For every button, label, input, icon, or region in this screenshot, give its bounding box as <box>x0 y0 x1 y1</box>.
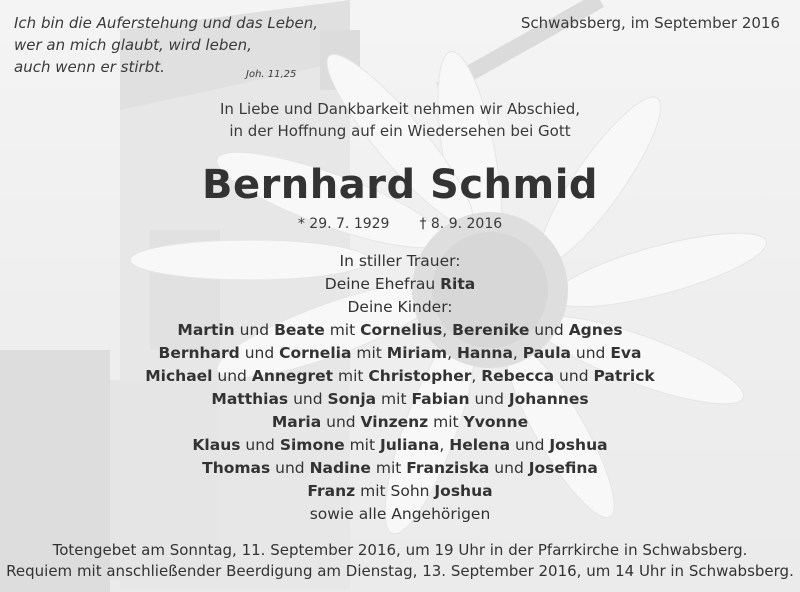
connector-text: mit <box>333 367 369 385</box>
person-name: Juliana <box>379 436 440 454</box>
person-name: Christopher <box>368 367 472 385</box>
connector-text: und <box>288 390 328 408</box>
person-name: Rebecca <box>481 367 555 385</box>
connector-text: und <box>469 390 509 408</box>
person-name: Miriam <box>386 344 448 362</box>
family-line <box>0 411 800 434</box>
connector-text: mit <box>344 436 380 454</box>
connector-text: mit <box>428 413 464 431</box>
spouse-name: Rita <box>440 275 476 293</box>
service-info <box>0 540 800 582</box>
connector-text: mit <box>376 390 412 408</box>
family-line <box>0 457 800 480</box>
connector-text: und <box>234 321 275 339</box>
connector-text: , <box>447 344 457 362</box>
verse-line: Ich bin die Auferstehung und das Leben, <box>14 14 318 32</box>
mourners-list <box>0 250 800 526</box>
person-name: Yvonne <box>463 413 529 431</box>
connector-text: und <box>489 459 529 477</box>
connector-text: und <box>212 367 252 385</box>
family-line <box>0 434 800 457</box>
prayer-info: Totengebet am Sonntag, 11. September 2016, um 19 Uhr in der Pfarrkirche in Schwabsberg. <box>52 541 748 559</box>
person-name: Nadine <box>309 459 371 477</box>
connector-text: , <box>512 344 523 362</box>
person-name: Vinzenz <box>360 413 429 431</box>
person-name: Johannes <box>508 390 589 408</box>
family-line <box>0 365 800 388</box>
person-name: Sonja <box>327 390 377 408</box>
connector-text: mit <box>324 321 361 339</box>
children-label: Deine Kinder: <box>347 298 453 316</box>
person-name: Berenike <box>452 321 530 339</box>
connector-text: , <box>471 367 482 385</box>
person-name: Paula <box>522 344 571 362</box>
mourners-intro: In stiller Trauer: <box>339 252 461 270</box>
person-name: Josefina <box>528 459 598 477</box>
person-name: Joshua <box>434 482 493 500</box>
connector-text: und <box>239 344 280 362</box>
deceased-name: Bernhard Schmid <box>201 162 599 208</box>
person-name: Klaus <box>192 436 241 454</box>
connector-text: und <box>529 321 569 339</box>
person-name: Michael <box>145 367 213 385</box>
verse-line: wer an mich glaubt, wird leben, <box>14 36 252 54</box>
bible-verse <box>14 12 318 78</box>
spouse-prefix: Deine Ehefrau <box>324 275 441 293</box>
life-dates <box>0 216 800 232</box>
connector-text: mit <box>351 344 387 362</box>
connector-text: und <box>321 413 361 431</box>
family-line <box>0 319 800 342</box>
intro-line: in der Hoffnung auf ein Wiedersehen bei Gott <box>229 122 571 140</box>
person-name: Martin <box>177 321 235 339</box>
connector-text: mit Sohn <box>355 482 435 500</box>
person-name: Bernhard <box>158 344 240 362</box>
person-name: Simone <box>279 436 345 454</box>
person-name: Matthias <box>211 390 289 408</box>
family-line <box>0 342 800 365</box>
verse-reference: Joh. 11,25 <box>246 69 297 80</box>
connector-text: und <box>270 459 310 477</box>
family-line <box>0 388 800 411</box>
person-name: Cornelius <box>360 321 443 339</box>
person-name: Maria <box>271 413 322 431</box>
person-name: Franziska <box>406 459 490 477</box>
person-name: Fabian <box>411 390 470 408</box>
intro-line: In Liebe und Dankbarkeit nehmen wir Abschied, <box>219 100 581 118</box>
spouse-line <box>0 273 800 296</box>
family-lines <box>0 319 800 503</box>
person-name: Joshua <box>549 436 608 454</box>
connector-text: und <box>570 344 611 362</box>
person-name: Agnes <box>568 321 623 339</box>
person-name: Franz <box>307 482 356 500</box>
connector-text: und <box>240 436 280 454</box>
verse-line: auch wenn er stirbt. <box>14 58 165 76</box>
connector-text: , <box>442 321 453 339</box>
person-name: Thomas <box>202 459 271 477</box>
requiem-info: Requiem mit anschließender Beerdigung am Dienstag, 13. September 2016, um 14 Uhr in Schwabsberg. <box>6 562 794 580</box>
connector-text: und <box>510 436 550 454</box>
person-name: Helena <box>449 436 511 454</box>
connector-text: und <box>554 367 594 385</box>
family-line <box>0 480 800 503</box>
death-date: † 8. 9. 2016 <box>419 216 503 232</box>
closing-line: sowie alle Angehörigen <box>309 505 491 523</box>
person-name: Eva <box>610 344 642 362</box>
person-name: Hanna <box>456 344 513 362</box>
person-name: Beate <box>274 321 325 339</box>
person-name: Annegret <box>251 367 334 385</box>
birth-date: * 29. 7. 1929 <box>297 216 390 232</box>
place-and-date: Schwabsberg, im September 2016 <box>520 14 780 32</box>
person-name: Patrick <box>593 367 655 385</box>
farewell-intro <box>0 98 800 142</box>
connector-text: mit <box>370 459 407 477</box>
connector-text: , <box>439 436 450 454</box>
person-name: Cornelia <box>279 344 352 362</box>
